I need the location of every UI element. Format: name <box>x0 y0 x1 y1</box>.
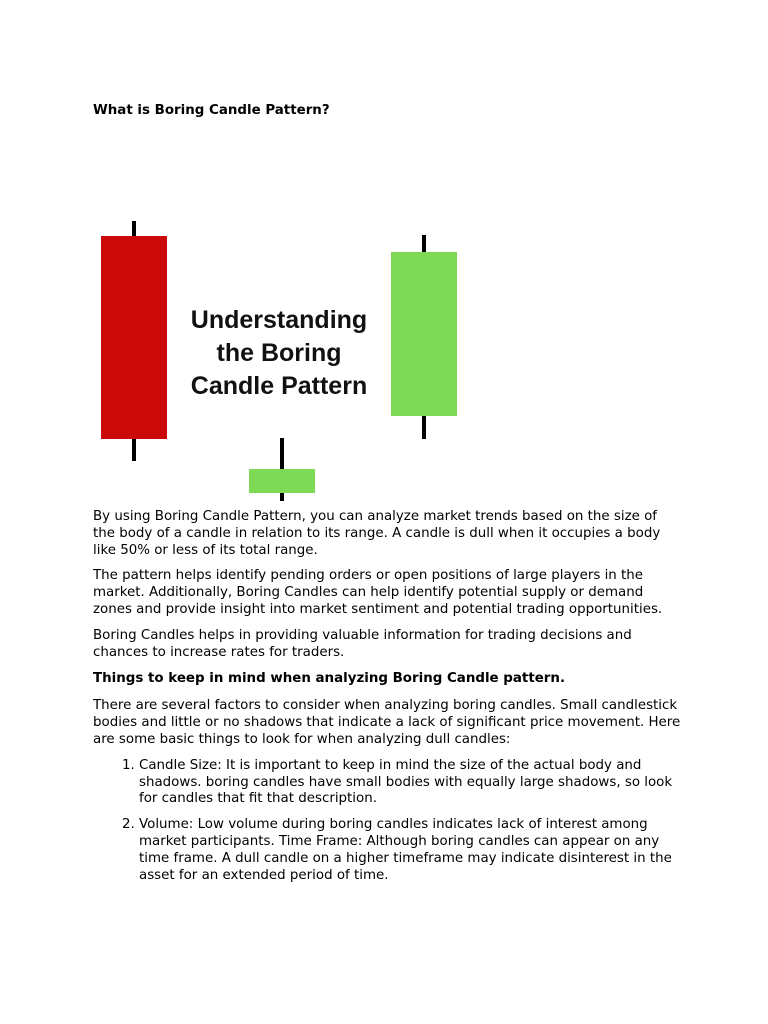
page-title: What is Boring Candle Pattern? <box>93 103 330 118</box>
boring-candle-body <box>249 469 315 493</box>
bearish-candle-body <box>101 236 167 439</box>
figure-title-line-2: the Boring <box>216 339 342 367</box>
list-item: 2. Volume: Low volume during boring candles indicates lack of interest among market participants. Time Frame: Although boring candles can appear on any time frame. A dull candle on a higher timeframe may indicate disinterest in the asset for an extended period of time. <box>139 817 683 884</box>
paragraph-pending-orders: The pattern helps identify pending orders or open positions of large players in the market. Additionally, Boring Candles can help identify potential supply or demand zones and provide insight into market sentiment and potential trading opportunities. <box>93 568 663 617</box>
paragraph-intro-factors: There are several factors to consider when analyzing boring candles. Small candlestick bodies and little or no shadows that indicate a lack of significant price movement. Here are some basic things to look for when analyzing dull candles: <box>93 698 681 747</box>
bullish-candle-body <box>391 252 457 416</box>
figure-title-line-3: Candle Pattern <box>190 372 368 400</box>
paragraph-trading-decisions: Boring Candles helps in providing valuable information for trading decisions and chances to increase rates for traders. <box>93 627 632 660</box>
document-content <box>93 102 683 893</box>
candlestick-illustration <box>93 135 493 505</box>
paragraph-body-ratio: By using Boring Candle Pattern, you can analyze market trends based on the size of the body of a candle in relation to its range. A candle is dull when it occupies a body like 50% or less of its total range. <box>93 509 661 558</box>
section-heading: Things to keep in mind when analyzing Boring Candle pattern. <box>93 671 566 687</box>
list-item: 1. Candle Size: It is important to keep in mind the size of the actual body and shadows. boring candles have small bodies with equally large shadows, so look for candles that fit that description. <box>139 758 683 808</box>
factors-list <box>93 758 683 885</box>
figure-title-line-1: Understanding <box>190 306 368 334</box>
candlestick-svg <box>93 135 493 505</box>
